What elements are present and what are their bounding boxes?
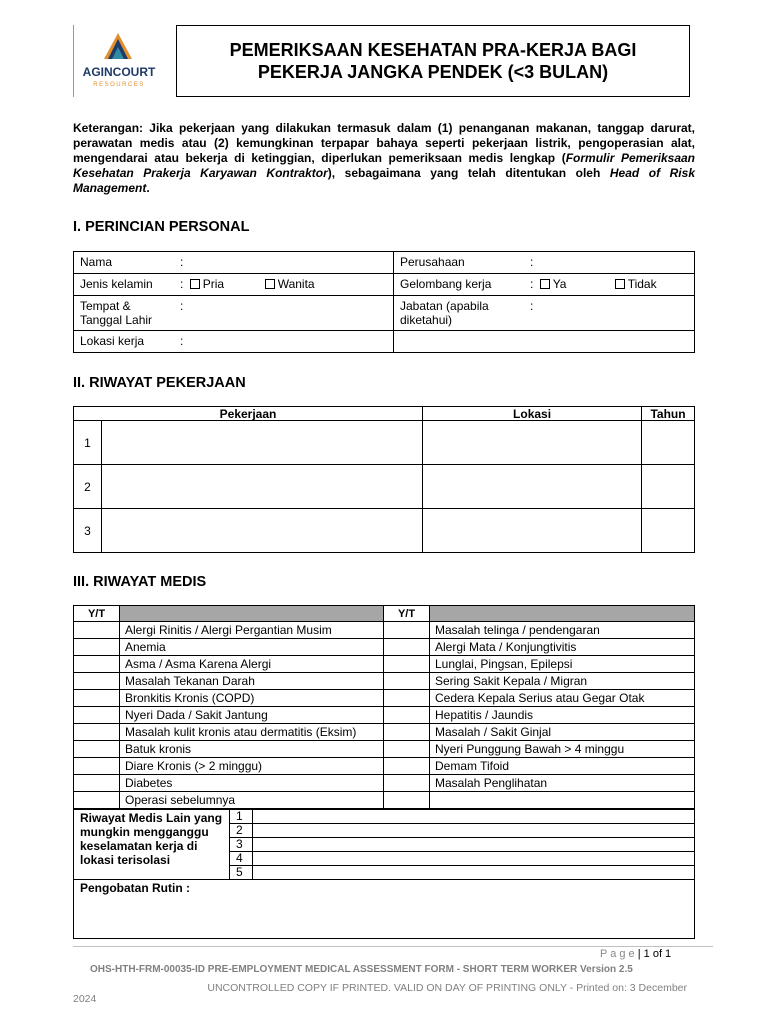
condition-label: Bronkitis Kronis (COPD): [120, 690, 384, 707]
yt-input[interactable]: [74, 639, 120, 656]
note-italic-1: Formulir Pemeriksaan Kesehatan Prakerja Karyawan Kontraktor: [73, 151, 696, 180]
section-personal-title: I. PERINCIAN PERSONAL: [73, 219, 250, 235]
other-number: 3: [230, 838, 253, 852]
condition-label: Diabetes: [120, 775, 384, 792]
note-italic-2: Head of Risk Management: [73, 166, 695, 195]
yt-input[interactable]: [384, 707, 430, 724]
pekerjaan-input-3[interactable]: [102, 509, 423, 553]
lokasi-header: Lokasi: [423, 407, 642, 421]
other-medical-input[interactable]: [253, 838, 695, 852]
yt-input[interactable]: [74, 673, 120, 690]
colon: :: [180, 299, 184, 313]
row-number: 3: [74, 509, 102, 553]
yt-input[interactable]: [384, 690, 430, 707]
tidak-label: Tidak: [627, 277, 657, 291]
pria-label: Pria: [202, 277, 225, 291]
yt-input[interactable]: [74, 622, 120, 639]
condition-label: Batuk kronis: [120, 741, 384, 758]
condition-label: Alergi Mata / Konjungtivitis: [430, 639, 695, 656]
personal-details-table: [73, 251, 695, 353]
note-text-2: ), sebagaimana yang telah ditentukan oleh: [327, 166, 610, 180]
lokasi-input-1[interactable]: [423, 421, 642, 465]
colon: :: [530, 299, 534, 313]
note-text-1: Keterangan: Jika pekerjaan yang dilakukan termasuk dalam (1) penanganan makanan, tanggap darurat, perawatan medis atau (2) kemungkinan terpapar bahaya seperti pekerjaan listrik, pengoperasian alat, mengendarai atau bekerja di ketinggian, diperlukan pemeriksaan medis lengkap (: [73, 121, 695, 165]
other-medical-input[interactable]: [253, 824, 695, 838]
condition-label: Anemia: [120, 639, 384, 656]
uncontrolled-notice: UNCONTROLLED COPY IF PRINTED. VALID ON DAY OF PRINTING ONLY - Printed on: 3 December: [207, 982, 687, 994]
note-paragraph: [73, 121, 695, 196]
section-medical-title: III. RIWAYAT MEDIS: [73, 574, 207, 590]
colon: :: [530, 277, 534, 291]
condition-label: Nyeri Punggung Bawah > 4 minggu: [430, 741, 695, 758]
wanita-label: Wanita: [277, 277, 315, 291]
yt-header: Y/T: [384, 606, 430, 622]
yt-input[interactable]: [384, 775, 430, 792]
other-number: 2: [230, 824, 253, 838]
wanita-checkbox[interactable]: [265, 279, 275, 289]
condition-label: Hepatitis / Jaundis: [430, 707, 695, 724]
condition-label: Asma / Asma Karena Alergi: [120, 656, 384, 673]
perusahaan-cell[interactable]: [394, 252, 695, 274]
form-title-line1: PEMERIKSAAN KESEHATAN PRA-KERJA BAGI: [229, 40, 637, 60]
pengobatan-rutin-field[interactable]: Pengobatan Rutin :: [74, 880, 695, 939]
footer-divider: [73, 946, 713, 947]
yt-header: Y/T: [74, 606, 120, 622]
condition-label: Masalah kulit kronis atau dermatitis (Eksim): [120, 724, 384, 741]
yt-input[interactable]: [74, 758, 120, 775]
svg-text:AGINCOURT: AGINCOURT: [82, 65, 156, 79]
colon: :: [180, 334, 184, 348]
condition-label: Lunglai, Pingsan, Epilepsi: [430, 656, 695, 673]
yt-input[interactable]: [74, 741, 120, 758]
other-medical-table: [73, 809, 695, 939]
yt-input[interactable]: [74, 792, 120, 809]
condition-label: Sering Sakit Kepala / Migran: [430, 673, 695, 690]
yt-input[interactable]: [384, 792, 430, 809]
jenis-kelamin-label: Jenis kelamin: [80, 277, 153, 291]
jabatan-label: Jabatan (apabila: [400, 299, 489, 313]
gelombang-label: Gelombang kerja: [400, 277, 492, 291]
condition-label: Masalah / Sakit Ginjal: [430, 724, 695, 741]
condition-label: Alergi Rinitis / Alergi Pergantian Musim: [120, 622, 384, 639]
other-medical-label: Riwayat Medis Lain yang mungkin mengganggu keselamatan kerja di lokasi terisolasi: [74, 810, 230, 880]
yt-input[interactable]: [384, 639, 430, 656]
yt-input[interactable]: [384, 656, 430, 673]
lokasi-input-2[interactable]: [423, 465, 642, 509]
colon: :: [180, 277, 184, 291]
lokasi-kerja-cell[interactable]: [74, 331, 394, 353]
tempat-label: Tempat &: [80, 299, 131, 313]
condition-header-left: [120, 606, 384, 622]
yt-input[interactable]: [384, 724, 430, 741]
medical-history-table: [73, 605, 695, 809]
other-medical-input[interactable]: [253, 810, 695, 824]
pekerjaan-input-2[interactable]: [102, 465, 423, 509]
empty-cell: [394, 331, 695, 353]
lokasi-kerja-label: Lokasi kerja: [80, 334, 145, 348]
ya-label: Ya: [552, 277, 567, 291]
tahun-input-1[interactable]: [642, 421, 695, 465]
document-code: OHS-HTH-FRM-00035-ID PRE-EMPLOYMENT MEDICAL ASSESSMENT FORM - SHORT TERM WORKER Version 2.5: [90, 964, 633, 975]
lokasi-input-3[interactable]: [423, 509, 642, 553]
page-word: P a g e: [600, 948, 635, 960]
yt-input[interactable]: [74, 707, 120, 724]
jabatan-cell[interactable]: [394, 296, 695, 331]
tahun-input-3[interactable]: [642, 509, 695, 553]
condition-label: Masalah Tekanan Darah: [120, 673, 384, 690]
yt-input[interactable]: [74, 775, 120, 792]
work-history-table: [73, 406, 695, 553]
section-work-title: II. RIWAYAT PEKERJAAN: [73, 375, 246, 391]
jenis-kelamin-cell: [74, 274, 394, 296]
yt-input[interactable]: [384, 741, 430, 758]
other-medical-input[interactable]: [253, 852, 695, 866]
perusahaan-label: Perusahaan: [400, 255, 465, 269]
pekerjaan-input-1[interactable]: [102, 421, 423, 465]
yt-input[interactable]: [74, 656, 120, 673]
yt-input[interactable]: [384, 673, 430, 690]
tahun-input-2[interactable]: [642, 465, 695, 509]
tanggal-lahir-label: Tanggal Lahir: [80, 313, 153, 327]
note-text-3: .: [146, 181, 150, 195]
condition-label: [430, 792, 695, 809]
condition-label: Demam Tifoid: [430, 758, 695, 775]
form-title: [176, 25, 690, 97]
yt-input[interactable]: [384, 758, 430, 775]
row-number: 2: [74, 465, 102, 509]
form-title-line2: PEKERJA JANGKA PENDEK (<3 BULAN): [257, 62, 609, 82]
tahun-header: Tahun: [642, 407, 695, 421]
condition-label: Masalah Penglihatan: [430, 775, 695, 792]
svg-text:RESOURCES: RESOURCES: [93, 82, 145, 88]
condition-header-right: [430, 606, 695, 622]
tidak-checkbox[interactable]: [615, 279, 625, 289]
colon: :: [530, 255, 534, 269]
condition-label: Cedera Kepala Serius atau Gegar Otak: [430, 690, 695, 707]
pekerjaan-header: Pekerjaan: [74, 407, 423, 421]
print-year: 2024: [73, 993, 97, 1005]
yt-input[interactable]: [384, 622, 430, 639]
nama-label: Nama: [80, 255, 113, 269]
other-number: 5: [230, 866, 253, 880]
other-number: 4: [230, 852, 253, 866]
yt-input[interactable]: [74, 724, 120, 741]
condition-label: Masalah telinga / pendengaran: [430, 622, 695, 639]
tempat-tanggal-lahir-cell[interactable]: [74, 296, 394, 331]
pria-checkbox[interactable]: [190, 279, 200, 289]
yt-input[interactable]: [74, 690, 120, 707]
condition-label: Operasi sebelumnya: [120, 792, 384, 809]
gelombang-cell: [394, 274, 695, 296]
page-number: [600, 948, 671, 960]
company-logo: [73, 25, 160, 97]
row-number: 1: [74, 421, 102, 465]
other-medical-input[interactable]: [253, 866, 695, 880]
agincourt-logo-mark: [74, 25, 160, 97]
jabatan-label-2: diketahui): [400, 313, 453, 327]
nama-cell[interactable]: [74, 252, 394, 274]
condition-label: Diare Kronis (> 2 minggu): [120, 758, 384, 775]
colon: :: [180, 255, 184, 269]
condition-label: Nyeri Dada / Sakit Jantung: [120, 707, 384, 724]
page-count: | 1 of 1: [637, 948, 672, 960]
ya-checkbox[interactable]: [540, 279, 550, 289]
other-number: 1: [230, 810, 253, 824]
